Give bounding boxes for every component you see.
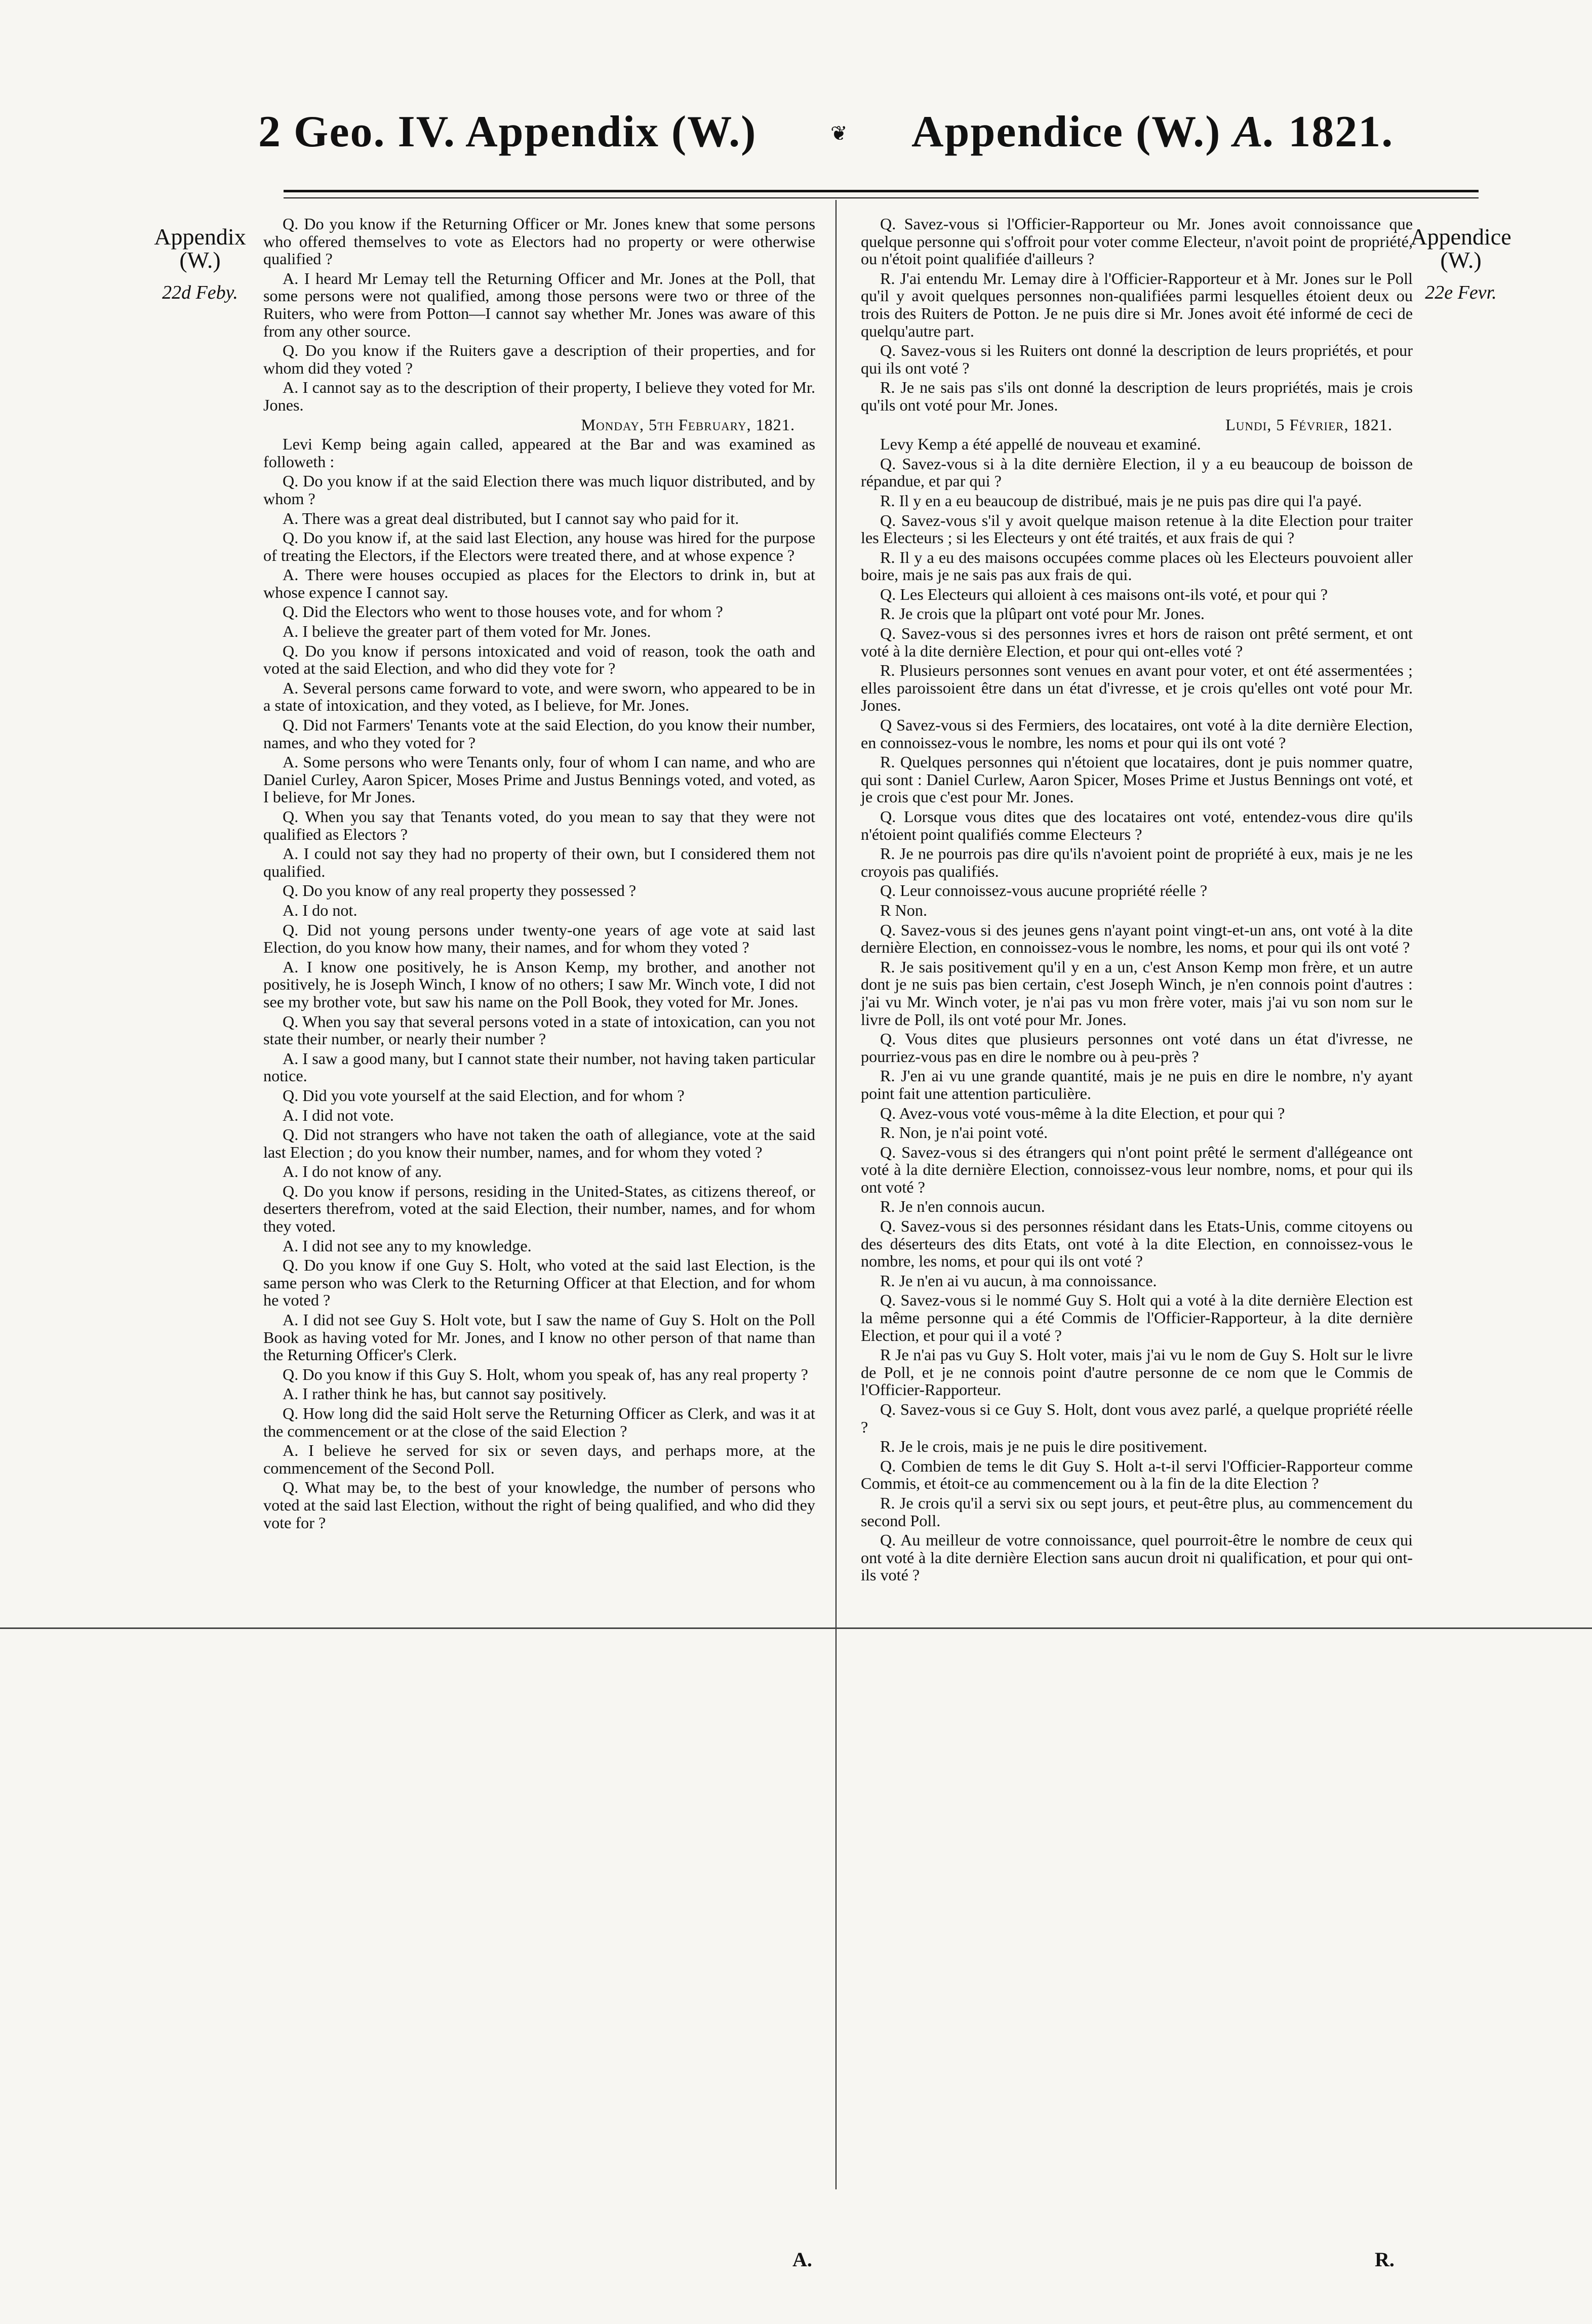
french-column	[861, 215, 1413, 1586]
english-paragraph: A. Several persons came forward to vote, and were sworn, who appeared to be in a state of intoxication, and they voted, as I believe, for Mr. Jones.	[263, 678, 815, 715]
margin-left-title: Appendix	[154, 224, 246, 250]
margin-left-code: (W.)	[179, 247, 221, 273]
english-column	[263, 215, 815, 1533]
english-paragraph: Q. When you say that Tenants voted, do you mean to say that they were not qualified as Electors ?	[263, 807, 815, 843]
french-paragraph: Q. Vous dites que plusieurs personnes ont voté dans un état d'ivresse, ne pourriez-vous pas en dire le nombre ou à peu-près ?	[861, 1030, 1413, 1066]
english-paragraph: A. I did not vote.	[283, 1106, 394, 1124]
french-paragraph: Q. Savez-vous si à la dite dernière Election, il y a eu beaucoup de boisson de répandue, et par qui ?	[861, 454, 1413, 491]
page-fold-line	[0, 1627, 1592, 1629]
english-paragraph: A. Some persons who were Tenants only, four of whom I can name, and who are Daniel Curley, Aaron Spicer, Moses Prime and Justus Bennings voted, and voted, as I believe, for Mr Jones.	[263, 753, 815, 806]
column-divider	[835, 200, 837, 2189]
english-paragraph: Q. Do you know if the Ruiters gave a description of their properties, and for whom did they voted ?	[263, 341, 815, 377]
english-paragraph: A. I heard Mr Lemay tell the Returning Officer and Mr. Jones at the Poll, that some persons were not qualified, among those persons were two or three of the Ruiters, who were from Potton—I cannot say whether Mr. Jones was aware of this from any other source.	[263, 269, 815, 340]
english-paragraph: A. There were houses occupied as places for the Electors to drink in, but at whose expence I cannot say.	[263, 565, 815, 601]
french-paragraph: Q. Savez-vous si des personnes ivres et hors de raison ont prêté serment, et ont voté à la dite dernière Election, et pour qui ont-elles voté ?	[861, 624, 1413, 660]
english-paragraph: A. I rather think he has, but cannot say positively.	[283, 1384, 607, 1403]
french-paragraph: Levy Kemp a été appellé de nouveau et examiné.	[880, 435, 1201, 454]
english-paragraph: Q. Do you know if at the said Election there was much liquor distributed, and by whom ?	[263, 472, 815, 508]
english-paragraph: A. I know one positively, he is Anson Kemp, my brother, and another not positively, he is Joseph Winch, I know of no others; I saw Mr. Winch vote, I did not see my brother vote, but saw his name on the Poll Book, they voted for Mr. Jones.	[263, 957, 815, 1011]
catchword-right: R.	[1375, 2248, 1395, 2271]
header-right-letter: A.	[1233, 107, 1277, 156]
catchword-left: A.	[792, 2248, 812, 2271]
french-paragraph: R. Quelques personnes qui n'étoient que locataires, dont je puis nommer quatre, qui sont : Daniel Curlew, Aaron Spicer, Moses Prime et Justus Bennings ont voté, et je crois que c'est pour Mr. Jones.	[861, 753, 1413, 806]
french-paragraph: Q. Les Electeurs qui alloient à ces maisons ont-ils voté, et pour qui ?	[880, 585, 1328, 603]
french-paragraph: Q. Au meilleur de votre connoissance, quel pourroit-être le nombre de ceux qui ont voté à la dite dernière Election sans aucun droit ni qualification, et pour qui ont-ils voté ?	[861, 1531, 1413, 1584]
french-paragraph: R. J'en ai vu une grande quantité, mais je ne puis en dire le nombre, n'y ayant point fait une attention particulière.	[861, 1067, 1413, 1103]
french-paragraph: R. Non, je n'ai point voté.	[880, 1123, 1048, 1142]
french-paragraph: R Je n'ai pas vu Guy S. Holt voter, mais j'ai vu le nom de Guy S. Holt sur le livre de Poll, et je ne connois point d'autre personne de ce nom que le Commis de l'Officier-Rapporteur.	[861, 1346, 1413, 1399]
french-paragraph: Q. Savez-vous s'il y avoit quelque maison retenue à la dite Election pour traiter les Electeurs ; si les Electeurs y ont été traités, et aux frais de qui ?	[861, 511, 1413, 547]
english-paragraph: Monday, 5th February, 1821.	[581, 415, 795, 434]
french-paragraph: R. Je ne sais pas s'ils ont donné la description de leurs propriétés, mais je crois qu'ils ont voté pour Mr. Jones.	[861, 378, 1413, 414]
english-paragraph: Q. Do you know if one Guy S. Holt, who voted at the said last Election, is the same person who was Clerk to the Returning Officer at that Election, and for whom he voted ?	[263, 1256, 815, 1310]
french-paragraph: Q Savez-vous si des Fermiers, des locataires, ont voté à la dite dernière Election, en connoissez-vous le nombre, les noms et pour qui ils ont voté ?	[861, 716, 1413, 752]
header-rule-thin	[284, 197, 1479, 198]
english-paragraph: Q. Do you know if persons intoxicated and void of reason, took the oath and voted at the said Election, and who did they vote for ?	[263, 641, 815, 678]
french-paragraph: R. Il y en a eu beaucoup de distribué, mais je ne puis pas dire qui l'a payé.	[880, 491, 1362, 510]
english-paragraph: A. I believe the greater part of them voted for Mr. Jones.	[283, 622, 651, 641]
english-paragraph: A. I do not know of any.	[283, 1162, 442, 1181]
french-paragraph: R. Je n'en ai vu aucun, à ma connoissance.	[880, 1271, 1157, 1290]
english-paragraph: Q. What may be, to the best of your knowledge, the number of persons who voted at the said last Election, without the right of being qualified, and who did they vote for ?	[263, 1478, 815, 1532]
english-paragraph: Q. Did the Electors who went to those houses vote, and for whom ?	[283, 602, 723, 621]
margin-note-left	[147, 225, 253, 304]
english-paragraph: Q. Do you know if this Guy S. Holt, whom you speak of, has any real property ?	[283, 1365, 808, 1383]
french-paragraph: Q. Savez-vous si l'Officier-Rapporteur ou Mr. Jones avoit connoissance que quelque personne qui s'offroit pour voter comme Electeur, n'avoit point de propriété, ou n'étoit point qualifiée d'ailleurs ?	[861, 215, 1413, 268]
english-paragraph: A. I believe he served for six or seven days, and perhaps more, at the commencement of the Second Poll.	[263, 1441, 815, 1477]
french-paragraph: Q. Leur connoissez-vous aucune propriété réelle ?	[880, 881, 1208, 900]
english-paragraph: Q. How long did the said Holt serve the Returning Officer as Clerk, and was it at the commencement or at the close of the said Election ?	[263, 1404, 815, 1440]
margin-note-right	[1403, 225, 1519, 304]
french-paragraph: Q. Savez-vous si des personnes résidant dans les Etats-Unis, comme citoyens ou des déserteurs des dits Etats, ont voté à la dite Election, en connoissez-vous le nombre, les noms, et pour qui ils ont voté ?	[861, 1217, 1413, 1271]
french-paragraph: Q. Savez-vous si le nommé Guy S. Holt qui a voté à la dite dernière Election est la même personne qui a été Commis de l'Officier-Rapporteur, à la dite dernière Election, et pour qui il a voté ?	[861, 1291, 1413, 1344]
margin-right-title: Appendice	[1410, 224, 1511, 250]
english-paragraph: A. I did not see Guy S. Holt vote, but I saw the name of Guy S. Holt on the Poll Book as having voted for Mr. Jones, and I know no other person of that name than the Returning Officer's Clerk.	[263, 1311, 815, 1364]
french-paragraph: R. Je le crois, mais je ne puis le dire positivement.	[880, 1437, 1208, 1456]
header-right-prefix: Appendice (W.)	[911, 107, 1221, 156]
english-paragraph: Levi Kemp being again called, appeared at the Bar and was examined as followeth :	[263, 435, 815, 471]
margin-left-date: 22d Feby.	[162, 282, 238, 303]
margin-right-code: (W.)	[1440, 247, 1482, 273]
english-paragraph: Q. Do you know if persons, residing in the United-States, as citizens thereof, or deserters therefrom, voted at the said Election, their number, names, and for whom they voted.	[263, 1181, 815, 1236]
french-paragraph: R. Je ne pourrois pas dire qu'ils n'avoient point de propriété à eux, mais je ne les croyois pas qualifiés.	[861, 844, 1413, 880]
english-paragraph: Q. When you say that several persons voted in a state of intoxication, can you not state their number, or nearly their number ?	[263, 1012, 815, 1048]
english-paragraph: Q. Do you know of any real property they possessed ?	[283, 881, 636, 900]
english-paragraph: Q. Did you vote yourself at the said Election, and for whom ?	[283, 1086, 685, 1105]
header-right-year: 1821.	[1288, 107, 1394, 156]
english-paragraph: A. I did not see any to my knowledge.	[283, 1236, 532, 1255]
french-paragraph: R. Je sais positivement qu'il y en a un, c'est Anson Kemp mon frère, et un autre dont je ne suis pas bien certain, c'est Joseph Winch, je n'en connois point d'autres : j'ai vu Mr. Winch voter, je n'ai pas vu mon frère voter, mais j'ai vu son nom sur le livre de Poll, ils ont voté pour Mr. Jones.	[861, 957, 1413, 1029]
english-paragraph: Q. Did not Farmers' Tenants vote at the said Election, do you know their number, names, and who they voted for ?	[263, 716, 815, 752]
english-paragraph: Q. Do you know if, at the said last Election, any house was hired for the purpose of treating the Electors, if the Electors were treated there, and at whose expence ?	[263, 528, 815, 564]
french-paragraph: Q. Avez-vous voté vous-même à la dite Election, et pour qui ?	[880, 1104, 1285, 1122]
french-paragraph: R. Plusieurs personnes sont venues en avant pour voter, et ont été assermentées ; elles paroissoient être dans un état d'ivresse, et je crois qu'elles ont voté pour Mr. Jones.	[861, 661, 1413, 715]
french-paragraph: Q. Lorsque vous dites que des locataires ont voté, entendez-vous dire qu'ils n'étoient point qualifiés comme Electeurs ?	[861, 807, 1413, 843]
french-paragraph: Lundi, 5 Février, 1821.	[1225, 415, 1392, 434]
english-paragraph: Q. Did not strangers who have not taken the oath of allegiance, vote at the said last Election ; do you know their number, names, and for whom they voted ?	[263, 1125, 815, 1161]
french-paragraph: R. J'ai entendu Mr. Lemay dire à l'Officier-Rapporteur et à Mr. Jones sur le Poll qu'il y avoit quelques personnes non-qualifiées parmi lesquelles étoient deux ou trois des Ruiters de Potton. Je ne puis dire si Mr. Jones avoit été informé de ceci de quelqu'autre part.	[861, 269, 1413, 340]
french-paragraph: R. Il y a eu des maisons occupées comme places où les Electeurs pouvoient aller boire, mais je ne sais pas aux frais de qui.	[861, 548, 1413, 584]
page-header	[152, 106, 1468, 182]
french-paragraph: Q. Combien de tems le dit Guy S. Holt a-t-il servi l'Officier-Rapporteur comme Commis, et étoit-ce au commencement ou à la fin de la dite Election ?	[861, 1456, 1413, 1493]
french-paragraph: R. Je crois que la plûpart ont voté pour Mr. Jones.	[880, 604, 1205, 623]
french-paragraph: Q. Savez-vous si des jeunes gens n'ayant point vingt-et-un ans, ont voté à la dite dernière Election, en connoissez-vous le nombre, les noms, et pour qui ils ont voté ?	[861, 920, 1413, 957]
header-right-title	[911, 106, 1394, 157]
french-paragraph: R. Je n'en connois aucun.	[880, 1197, 1045, 1216]
ornament-icon: ❦	[830, 122, 848, 145]
french-paragraph: Q. Savez-vous si ce Guy S. Holt, dont vous avez parlé, a quelque propriété réelle ?	[861, 1400, 1413, 1436]
french-paragraph: R Non.	[880, 901, 927, 919]
english-paragraph: A. I could not say they had no property of their own, but I considered them not qualified.	[263, 844, 815, 880]
english-paragraph: A. There was a great deal distributed, but I cannot say who paid for it.	[283, 509, 739, 527]
margin-right-date: 22e Fevr.	[1425, 282, 1497, 303]
english-paragraph: A. I saw a good many, but I cannot state their number, not having taken particular notice.	[263, 1049, 815, 1085]
english-paragraph: A. I do not.	[283, 901, 357, 919]
french-paragraph: Q. Savez-vous si les Ruiters ont donné la description de leurs propriétés, et pour qui ils ont voté ?	[861, 341, 1413, 377]
english-paragraph: Q. Do you know if the Returning Officer or Mr. Jones knew that some persons who offered themselves to vote as Electors had no property or were otherwise qualified ?	[263, 215, 815, 268]
header-left-title: 2 Geo. IV. Appendix (W.)	[258, 107, 757, 156]
french-paragraph: Q. Savez-vous si des étrangers qui n'ont point prêté le serment d'allégeance ont voté à la dite dernière Election, connoissez-vous leur nombre, noms, et pour qui ils ont voté ?	[861, 1143, 1413, 1196]
english-paragraph: A. I cannot say as to the description of their property, I believe they voted for Mr. Jones.	[263, 378, 815, 414]
english-paragraph: Q. Did not young persons under twenty-one years of age vote at said last Election, do you know how many, their names, and for whom they voted ?	[263, 920, 815, 957]
header-rule-thick	[284, 190, 1479, 192]
french-paragraph: R. Je crois qu'il a servi six ou sept jours, et peut-être plus, au commencement du second Poll.	[861, 1493, 1413, 1530]
